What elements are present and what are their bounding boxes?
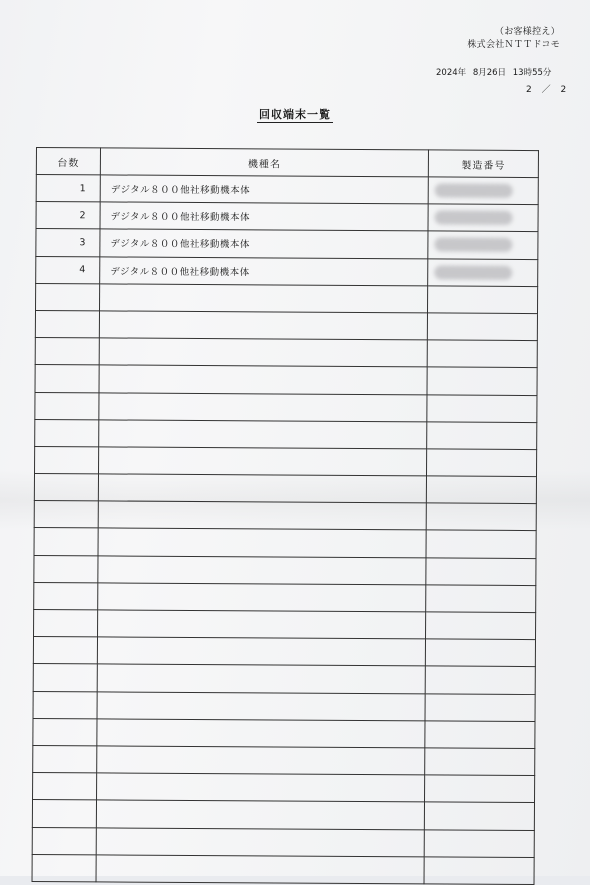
empty-cell	[100, 284, 428, 313]
empty-cell	[99, 365, 427, 394]
row-count: 4	[36, 256, 100, 284]
header-serial: 製造番号	[428, 150, 538, 178]
empty-cell	[425, 721, 535, 749]
empty-cell	[98, 501, 426, 530]
empty-cell	[34, 555, 98, 583]
table-row-empty	[35, 392, 537, 422]
empty-cell	[427, 286, 537, 314]
row-serial	[428, 204, 538, 232]
empty-cell	[34, 582, 98, 610]
empty-cell	[34, 474, 98, 502]
empty-cell	[427, 422, 537, 450]
empty-cell	[98, 474, 426, 503]
table-row-empty	[32, 800, 534, 830]
table-row	[36, 256, 538, 286]
empty-cell	[97, 637, 425, 666]
empty-cell	[98, 556, 426, 585]
table-row-empty	[34, 555, 536, 585]
empty-cell	[34, 609, 98, 637]
redacted-serial	[434, 265, 512, 279]
table-row	[36, 229, 538, 259]
row-model: デジタル８００他社移動機本体	[100, 202, 428, 231]
row-model: デジタル８００他社移動機本体	[100, 256, 428, 285]
empty-cell	[35, 392, 99, 420]
table-row-empty	[33, 691, 535, 721]
redacted-serial	[434, 238, 512, 252]
table-body	[32, 175, 538, 885]
row-model: デジタル８００他社移動機本体	[100, 175, 428, 204]
empty-cell	[97, 664, 425, 693]
table-row-empty	[33, 664, 535, 694]
empty-cell	[33, 773, 97, 801]
row-serial	[428, 231, 538, 259]
empty-cell	[33, 637, 97, 665]
empty-cell	[35, 365, 99, 393]
table-row-empty	[34, 528, 536, 558]
empty-cell	[35, 338, 99, 366]
empty-cell	[426, 476, 536, 504]
empty-cell	[426, 585, 536, 613]
empty-cell	[32, 800, 96, 828]
empty-cell	[98, 583, 426, 612]
empty-cell	[426, 612, 536, 640]
table-row-empty	[35, 419, 537, 449]
table-row-empty	[33, 637, 535, 667]
empty-cell	[424, 857, 534, 885]
empty-cell	[427, 394, 537, 422]
empty-cell	[426, 558, 536, 586]
table-header-row	[36, 148, 538, 178]
table-row-empty	[33, 745, 535, 775]
table-row-empty	[34, 474, 536, 504]
table-row-empty	[35, 365, 537, 395]
page-number: 2 ／ 2	[526, 85, 567, 95]
empty-cell	[425, 748, 535, 776]
empty-cell	[97, 719, 425, 748]
empty-cell	[33, 664, 97, 692]
empty-cell	[97, 773, 425, 802]
empty-cell	[36, 283, 100, 311]
empty-cell	[33, 745, 97, 773]
empty-cell	[34, 501, 98, 529]
empty-cell	[32, 854, 96, 882]
empty-cell	[424, 829, 534, 857]
empty-cell	[425, 639, 535, 667]
empty-cell	[99, 420, 427, 449]
table-row-empty	[34, 582, 536, 612]
empty-cell	[97, 746, 425, 775]
document-title	[0, 106, 590, 122]
table-row	[36, 202, 538, 232]
copy-label: （お客様控え）	[494, 27, 560, 37]
table-row-empty	[35, 338, 537, 368]
empty-cell	[427, 340, 537, 368]
row-count: 3	[36, 229, 100, 257]
redacted-serial	[435, 211, 513, 225]
empty-cell	[424, 802, 534, 830]
empty-cell	[427, 367, 537, 395]
table-row-empty	[33, 773, 535, 803]
header-info	[467, 26, 560, 52]
empty-cell	[35, 446, 99, 474]
table-row-empty	[34, 501, 536, 531]
table-row-empty	[36, 283, 538, 313]
empty-cell	[34, 528, 98, 556]
empty-cell	[99, 338, 427, 367]
table-row-empty	[32, 854, 534, 884]
document-title-text: 回収端末一覧	[259, 108, 331, 121]
row-serial	[428, 258, 538, 286]
empty-cell	[97, 691, 425, 720]
empty-cell	[98, 610, 426, 639]
table-row-empty	[34, 609, 536, 639]
company-name: 株式会社ＮＴＴドコモ	[467, 40, 560, 50]
empty-cell	[96, 855, 424, 884]
header-model: 機種名	[100, 148, 428, 177]
redacted-serial	[435, 184, 513, 198]
header-count: 台数	[36, 148, 100, 175]
empty-cell	[98, 528, 426, 557]
row-model: デジタル８００他社移動機本体	[100, 229, 428, 258]
table-row-empty	[35, 310, 537, 340]
table-row-empty	[33, 718, 535, 748]
empty-cell	[425, 666, 535, 694]
empty-cell	[32, 827, 96, 855]
empty-cell	[96, 827, 424, 856]
table-row-empty	[35, 446, 537, 476]
empty-cell	[99, 311, 427, 340]
row-serial	[428, 177, 538, 205]
empty-cell	[33, 691, 97, 719]
issue-datetime: 2024年 8月26日 13時55分	[436, 68, 552, 78]
table-row-empty	[32, 827, 534, 857]
empty-cell	[35, 310, 99, 338]
empty-cell	[425, 775, 535, 803]
empty-cell	[426, 530, 536, 558]
empty-cell	[99, 392, 427, 421]
table-row	[36, 175, 538, 205]
empty-cell	[96, 800, 424, 829]
device-list-table	[32, 147, 539, 885]
empty-cell	[33, 718, 97, 746]
empty-cell	[35, 419, 99, 447]
row-count: 2	[36, 202, 100, 230]
empty-cell	[425, 693, 535, 721]
empty-cell	[426, 449, 536, 477]
empty-cell	[99, 447, 427, 476]
row-count: 1	[36, 175, 100, 203]
empty-cell	[427, 313, 537, 341]
empty-cell	[426, 503, 536, 531]
